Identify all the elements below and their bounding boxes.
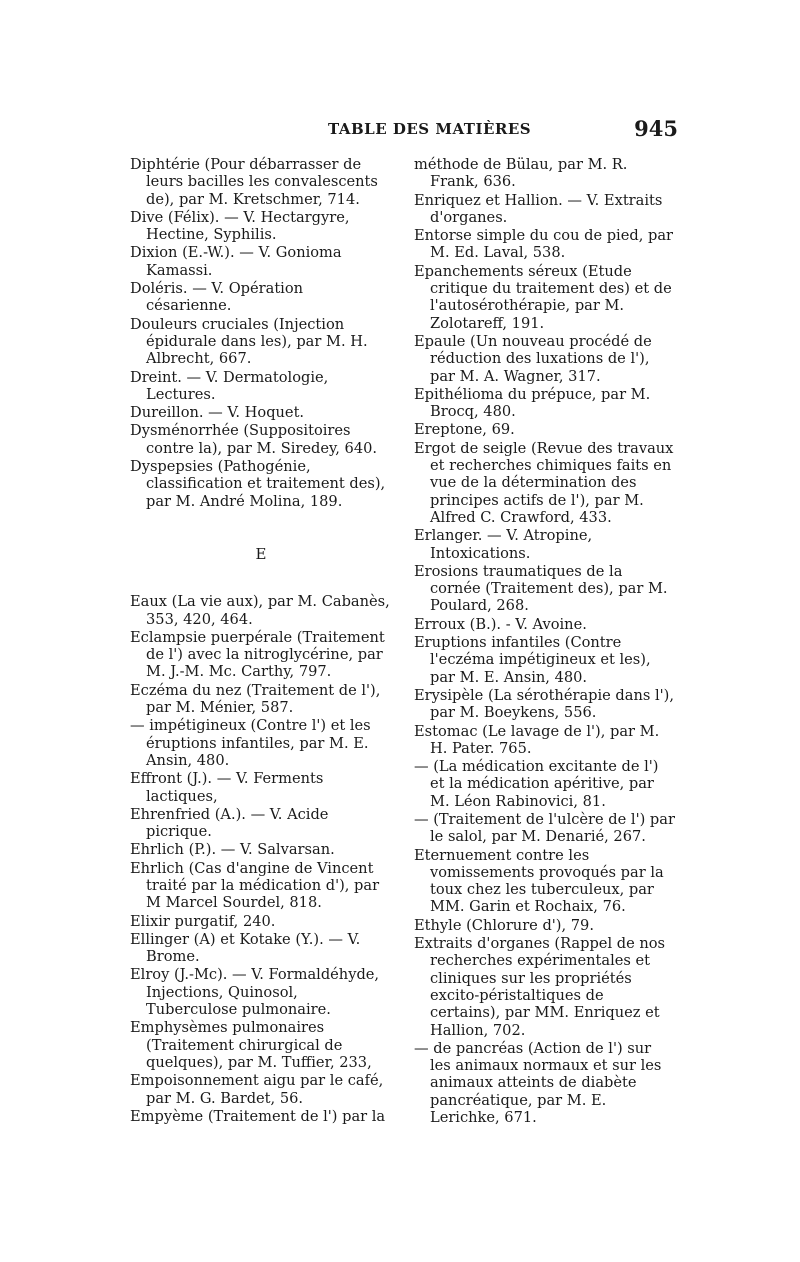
index-entry: Empoisonnement aigu par le café, par M. G. Bardet, 56. — [130, 1072, 384, 1107]
index-entry: Dureillon. — V. Hoquet. — [130, 404, 305, 422]
section-letter: E — [255, 544, 267, 563]
index-entry: Dysménorrhée (Suppositoires contre la), par M. Siredey, 640. — [130, 422, 378, 457]
index-entry: Eternuement contre les vomissements provoqués par la toux chez les tuberculeux, par MM. Garin et Rochaix, 76. — [414, 846, 664, 916]
running-header — [130, 116, 678, 140]
index-entry: Emphysèmes pulmonaires (Traitement chirurgical de quelques), par M. Tuffier, 233, — [130, 1019, 372, 1071]
index-entry: Empyème (Traitement de l') par la — [130, 1107, 386, 1125]
index-entry: Dixion (E.-W.). — V. Gonioma Kamassi. — [130, 244, 342, 279]
index-entry: Ehrenfried (A.). — V. Acide picrique. — [130, 805, 329, 841]
page-number: 945 — [634, 116, 678, 141]
index-entry: Dreint. — V. Dermatologie, Lectures. — [130, 368, 329, 403]
index-entry: Elixir purgatif, 240. — [130, 912, 276, 930]
index-entry: Estomac (Le lavage de l'), par M. H. Pater. 765. — [414, 722, 660, 757]
index-entry: Entorse simple du cou de pied, par M. Ed. Laval, 538. — [414, 227, 674, 262]
index-entry: Extraits d'organes (Rappel de nos recherches expérimentales et cliniques sur les propriétés excito-péristaltiques de certains), par MM. Enriquez et Hallion, 702. — [414, 935, 666, 1039]
index-entry: — impétigineux (Contre l') et les éruptions infantiles, par M. E. Ansin, 480. — [130, 717, 371, 769]
index-entry: Eaux (La vie aux), par M. Cabanès, 353, 420, 464. — [130, 593, 390, 628]
left-column — [130, 156, 392, 1126]
index-entry: — (La médication excitante de l') et la médication apéritive, par M. Léon Rabinovici, 81. — [414, 758, 659, 810]
index-entry: Erlanger. — V. Atropine, Intoxications. — [414, 527, 593, 562]
index-entry: — (Traitement de l'ulcère de l') par le salol, par M. Denarié, 267. — [414, 810, 675, 846]
index-entry: Effront (J.). — V. Ferments lactiques, — [130, 770, 324, 805]
right-column — [414, 156, 676, 1127]
index-entry: Diphtérie (Pour débarrasser de leurs bacilles les convalescents de), par M. Kretschmer, 714. — [130, 156, 378, 208]
index-entry: Erroux (B.). - V. Avoine. — [414, 615, 587, 633]
index-entry: Epanchements séreux (Etude critique du traitement des) et de l'autosérothérapie, par M. Zolotareff, 191. — [414, 262, 672, 332]
index-entry: Dive (Félix). — V. Hectargyre, Hectine, Syphilis. — [130, 208, 350, 244]
index-entry: Doléris. — V. Opération césarienne. — [130, 280, 304, 315]
index-entry: Dyspepsies (Pathogénie, classification et traitement des), par M. André Molina, 189. — [130, 458, 386, 510]
running-title: TABLE DES MATIÈRES — [328, 120, 532, 138]
index-entry: méthode de Bülau, par M. R. Frank, 636. — [414, 156, 628, 191]
index-entry: Douleurs cruciales (Injection épidurale dans les), par M. H. Albrecht, 667. — [130, 315, 368, 368]
index-entry: Eczéma du nez (Traitement de l'), par M. Ménier, 587. — [130, 681, 381, 717]
index-entry: — de pancréas (Action de l') sur les animaux normaux et sur les animaux atteints de diabète pancréatique, par M. E. Lerichke, 671. — [414, 1039, 662, 1127]
index-entry: Eclampsie puerpérale (Traitement de l') avec la nitroglycérine, par M. J.-M. Mc. Carthy, 797. — [130, 628, 385, 681]
index-entry: Epaule (Un nouveau procédé de réduction des luxations de l'), par M. A. Wagner, 317. — [414, 332, 652, 385]
index-entry: Ellinger (A) et Kotake (Y.). — V. Brome. — [130, 930, 361, 966]
index-entry: Ergot de seigle (Revue des travaux et recherches chimiques faits en vue de la détermination des principes actifs de l'), par M. Alfred C. Crawford, 433. — [414, 439, 674, 526]
index-entry: Epithélioma du prépuce, par M. Brocq, 480. — [414, 385, 651, 421]
index-entry: Elroy (J.-Mc). — V. Formaldéhyde, Injections, Quinosol, Tuberculose pulmonaire. — [130, 966, 380, 1019]
index-entry: Ehrlich (Cas d'angine de Vincent traité par la médication d'), par M Marcel Sourdel, 818. — [130, 859, 380, 912]
index-entry: Erosions traumatiques de la cornée (Traitement des), par M. Poulard, 268. — [414, 562, 668, 615]
index-entry: Ereptone, 69. — [414, 421, 515, 439]
index-entry: Erysipèle (La sérothérapie dans l'), par M. Boeykens, 556. — [414, 686, 675, 722]
index-entry: Enriquez et Hallion. — V. Extraits d'organes. — [414, 191, 663, 226]
index-entry: Ehrlich (P.). — V. Salvarsan. — [130, 841, 335, 859]
index-entry: Ethyle (Chlorure d'), 79. — [414, 916, 594, 934]
index-entry: Eruptions infantiles (Contre l'eczéma impétigineux et les), par M. E. Ansin, 480. — [414, 634, 651, 686]
